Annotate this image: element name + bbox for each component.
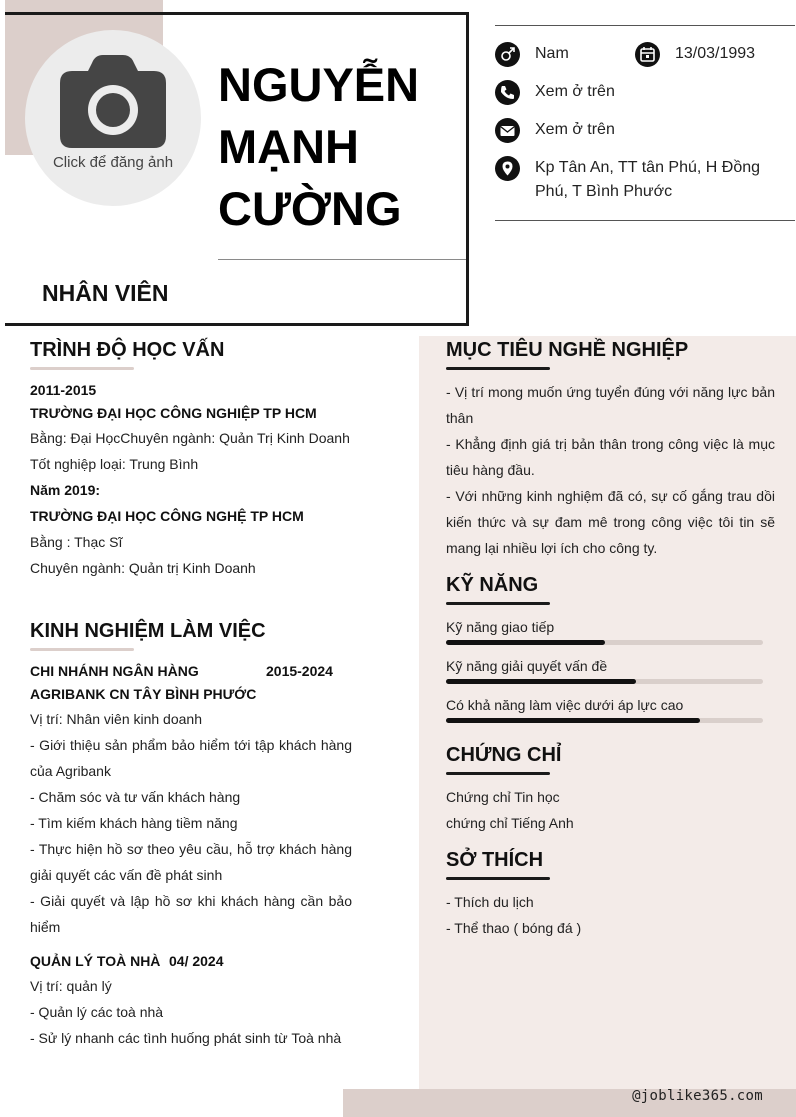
location-icon — [495, 156, 520, 181]
birthdate-value: 13/03/1993 — [675, 45, 756, 62]
skill-bar-3 — [446, 718, 763, 723]
experience-title: KINH NGHIỆM LÀM VIỆC — [30, 620, 266, 642]
certificates-title: CHỨNG CHỈ — [446, 744, 562, 766]
education-school-1: TRƯỜNG ĐẠI HỌC CÔNG NGHIỆP TP HCM — [30, 405, 317, 421]
objective-paragraph-3: - Với những kinh nghiệm đã có, sự cố gắng trau dồi kiến thức và sự đam mê trong công việc tôi tin sẽ mang lại nhiều lợi ích cho công ty. — [446, 488, 775, 556]
skill-bar-2 — [446, 679, 763, 684]
name-line-1: NGUYỄN — [218, 58, 420, 111]
contact-divider-top — [495, 25, 795, 26]
job2-duty-1: - Quản lý các toà nhà — [30, 1004, 164, 1020]
name-line-2: MẠNH — [218, 120, 359, 173]
address-line-1: Kp Tân An, TT tân Phú, H Đồng — [535, 159, 761, 176]
education-period-2: Năm 2019: — [30, 482, 101, 498]
hobbies-title: SỞ THÍCH — [446, 849, 544, 871]
job1-role: Vị trí: Nhân viên kinh doanh — [30, 711, 202, 727]
experience-title-underline — [30, 648, 134, 651]
skill-label-2: Kỹ năng giải quyết vấn đề — [446, 658, 608, 674]
footer-watermark: @joblike365.com — [632, 1088, 763, 1104]
phone-icon — [495, 80, 520, 105]
education-school-2: TRƯỜNG ĐẠI HỌC CÔNG NGHỆ TP HCM — [30, 508, 304, 524]
job2-period: 04/ 2024 — [169, 953, 224, 969]
education-major-2: Chuyên ngành: Quản trị Kinh Doanh — [30, 560, 256, 576]
job1-duty-4: - Thực hiện hồ sơ theo yêu cầu, hỗ trợ khách hàng giải quyết các vấn đề phát sinh — [30, 841, 352, 883]
hobby-item-1: - Thích du lịch — [446, 894, 534, 910]
education-degree-2: Bằng : Thạc Sĩ — [30, 534, 123, 550]
gender-icon — [495, 42, 520, 67]
certificates-title-underline — [446, 772, 550, 775]
job1-company-line1: CHI NHÁNH NGÂN HÀNG — [30, 663, 199, 679]
job2-role: Vị trí: quản lý — [30, 978, 112, 994]
name-line-3: CƯỜNG — [218, 182, 402, 235]
address-value — [535, 156, 785, 204]
calendar-icon — [635, 42, 660, 67]
gender-value: Nam — [535, 45, 569, 62]
education-title: TRÌNH ĐỘ HỌC VẤN — [30, 339, 225, 361]
job2-duty-2: - Sử lý nhanh các tình huống phát sinh từ Toà nhà — [30, 1030, 342, 1046]
skills-title-underline — [446, 602, 550, 605]
address-line-2: Phú, T Bình Phước — [535, 183, 673, 200]
job1-duty-3: - Tìm kiếm khách hàng tiềm năng — [30, 815, 238, 831]
skill-label-3: Có khả năng làm việc dưới áp lực cao — [446, 697, 684, 713]
education-grade-1: Tốt nghiệp loại: Trung Bình — [30, 456, 199, 472]
education-degree-1: Bằng: Đại HọcChuyên ngành: Quản Trị Kinh Doanh — [30, 430, 350, 446]
job2-company: QUẢN LÝ TOÀ NHÀ — [30, 953, 161, 969]
contact-divider-bottom — [495, 220, 795, 221]
name-divider — [218, 259, 466, 260]
job1-duty-5: - Giải quyết và lập hồ sơ khi khách hàng cần bảo hiểm — [30, 893, 352, 935]
education-period-1: 2011-2015 — [30, 382, 97, 398]
job1-period: 2015-2024 — [266, 663, 333, 679]
certificate-item-2: chứng chỉ Tiếng Anh — [446, 815, 574, 831]
email-value: Xem ở trên — [535, 121, 615, 138]
skill-fill-2 — [446, 679, 636, 684]
mail-icon — [495, 118, 520, 143]
skill-fill-3 — [446, 718, 700, 723]
education-title-underline — [30, 367, 134, 370]
phone-value: Xem ở trên — [535, 83, 615, 100]
avatar-upload[interactable] — [25, 30, 201, 206]
job-position: NHÂN VIÊN — [42, 280, 169, 306]
upload-photo-label: Click để đăng ảnh — [52, 154, 174, 171]
skill-label-1: Kỹ năng giao tiếp — [446, 619, 555, 635]
hobby-item-2: - Thể thao ( bóng đá ) — [446, 920, 582, 936]
skills-title: KỸ NĂNG — [446, 574, 539, 596]
camera-icon — [60, 55, 166, 148]
skill-bar-1 — [446, 640, 763, 645]
job1-duty-2: - Chăm sóc và tư vấn khách hàng — [30, 789, 241, 805]
hobbies-title-underline — [446, 877, 550, 880]
objective-title-underline — [446, 367, 550, 370]
job1-duty-1: - Giới thiệu sản phẩm bảo hiểm tới tập khách hàng của Agribank — [30, 737, 352, 779]
objective-paragraph-1: - Vị trí mong muốn ứng tuyển đúng với năng lực bản thân — [446, 384, 775, 426]
certificate-item-1: Chứng chỉ Tin học — [446, 789, 560, 805]
job1-company-line2: AGRIBANK CN TÂY BÌNH PHƯỚC — [30, 686, 257, 702]
objective-paragraph-2: - Khẳng định giá trị bản thân trong công việc là mục tiêu hàng đầu. — [446, 436, 775, 478]
candidate-name — [218, 54, 458, 240]
skill-fill-1 — [446, 640, 605, 645]
objective-title: MỤC TIÊU NGHỀ NGHIỆP — [446, 339, 689, 361]
